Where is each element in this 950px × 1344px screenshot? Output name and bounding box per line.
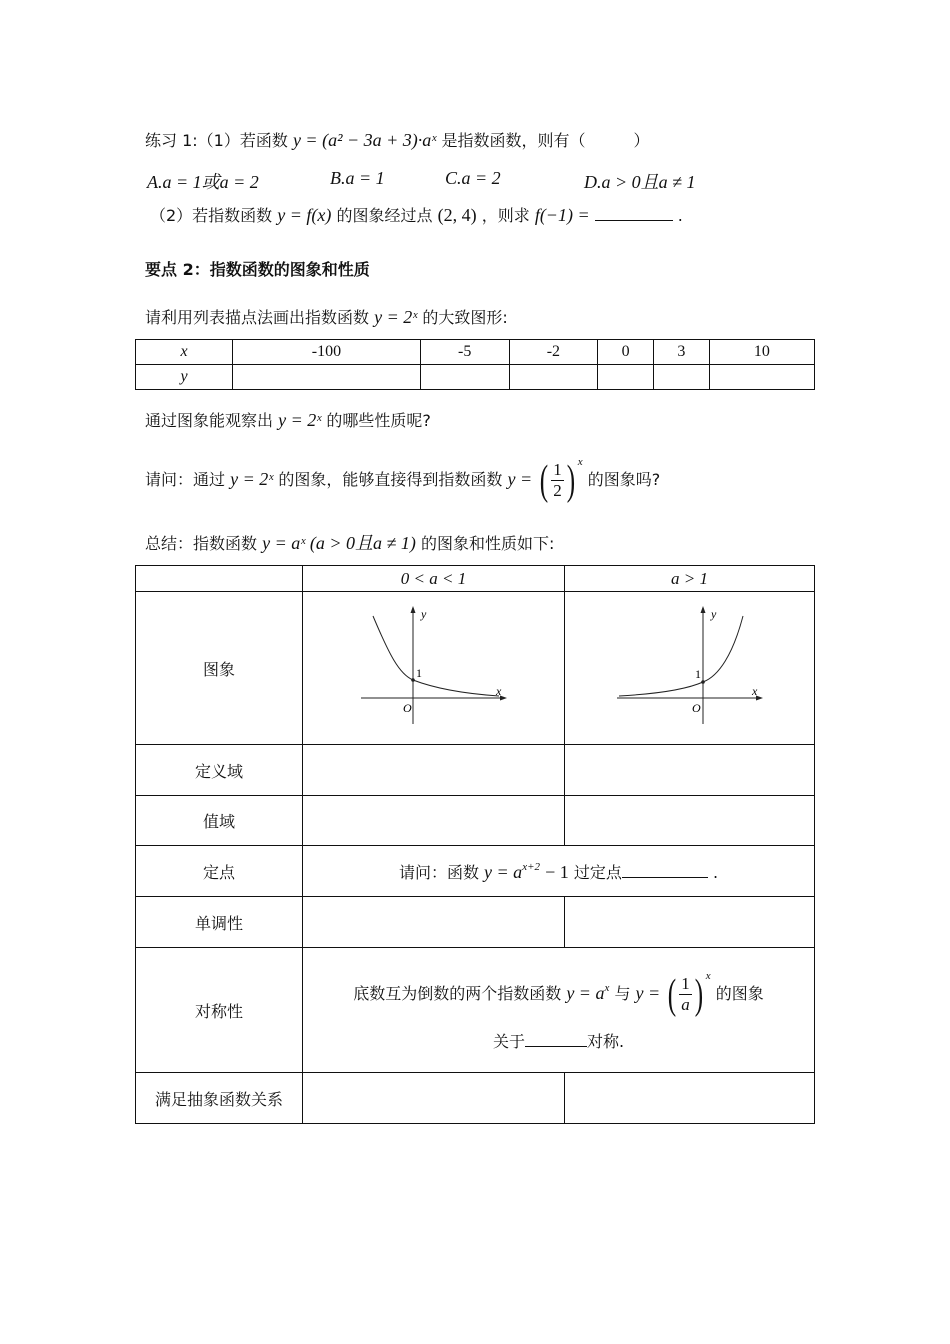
symmetry-y: y = [635,983,661,1003]
plot-intro-prefix: 请利用列表描点法画出指数函数 [145,308,370,327]
ask-prefix: 请问：通过 [145,470,226,489]
exercise-1-line [145,128,649,151]
ask-suffix: 的图象吗? [587,470,661,489]
x-axis-label: x [751,683,757,698]
summary-line [145,529,554,555]
x-axis-label: x [495,683,501,698]
symmetry-blank[interactable] [525,1032,587,1047]
fixed-point-cell [303,846,815,897]
table-row [136,592,815,745]
option-a: A.a = 1或a = 2 [147,172,259,192]
fraction-numerator: 1 [553,460,562,479]
y-header: y [136,365,233,390]
row-label-symmetry: 对称性 [136,948,303,1073]
intercept-label: 1 [415,665,422,680]
table-row [136,1073,815,1124]
fixed-suffix: 过定点 [573,862,622,882]
part-2-mid: 的图象经过点 [336,206,433,225]
y-axis-label: y [710,606,716,621]
left-paren: ( [668,971,677,1018]
y-value-cell[interactable] [420,365,509,390]
part-2-prefix: （2）若指数函数 [150,206,273,225]
increasing-exponential-graph [615,604,765,729]
right-paren: ) [566,457,575,504]
ask-y: y = [507,469,533,489]
ask-formula: y = 2ˣ [230,469,274,489]
table-row [136,745,815,796]
answer-cell[interactable] [303,897,565,948]
y-value-cell[interactable] [598,365,654,390]
intercept-point [701,680,705,684]
symmetry-cell [303,948,815,1073]
x-value-cell: 3 [653,340,709,365]
left-paren: ( [540,457,549,504]
x-value-cell: -5 [420,340,509,365]
table-row [136,897,815,948]
row-label-abstract-relation: 满足抽象函数关系 [136,1073,303,1124]
table-row [136,846,815,897]
symmetry-and: 与 [614,984,631,1003]
table-row [136,566,815,592]
y-value-cell[interactable] [709,365,814,390]
fixed-end: . [712,862,719,882]
intercept-label: 1 [694,666,701,681]
symmetry-line-1 [303,970,814,1018]
row-label-range: 值域 [136,796,303,846]
half-fraction [551,460,564,501]
row-label-graph: 图象 [136,592,303,745]
answer-blank[interactable] [595,206,673,221]
answer-cell[interactable] [303,796,565,846]
symmetry-line-2 [303,1029,814,1052]
part-2-function: y = f(x) [277,205,332,225]
corner-cell [136,566,303,592]
graph-cell-increasing [565,592,815,745]
symmetry-formula-1: y = a [566,983,605,1003]
summary-formula: y = aˣ (a > 0且a ≠ 1) [262,533,416,553]
exercise-1-formula: y = (a² − 3a + 3)·aˣ [292,130,437,150]
y-value-cell[interactable] [509,365,598,390]
fixed-formula: y = a [484,861,523,882]
answer-cell[interactable] [565,796,815,846]
ask-line [145,456,661,504]
part-2-ask: ，则求 [481,206,530,225]
fixed-point-blank[interactable] [622,863,708,878]
properties-table [135,565,815,1124]
intercept-point [411,678,415,682]
x-value-cell: -2 [509,340,598,365]
right-paren: ) [694,971,703,1018]
summary-prefix: 总结：指数函数 [145,534,258,553]
observe-prefix: 通过图象能观察出 [145,411,274,430]
y-value-cell[interactable] [233,365,421,390]
answer-cell[interactable] [303,745,565,796]
observe-suffix: 的哪些性质呢? [326,411,431,430]
symmetry-line2-prefix: 关于 [492,1032,525,1051]
table-row [136,340,815,365]
row-label-monotonicity: 单调性 [136,897,303,948]
answer-cell[interactable] [565,745,815,796]
observe-formula: y = 2ˣ [278,410,322,430]
plot-intro-suffix: 的大致图形: [422,308,508,327]
symmetry-prefix: 底数互为倒数的两个指数函数 [353,984,562,1003]
fixed-prefix: 请问：函数 [398,862,479,882]
symmetry-exponent-1: x [604,982,610,994]
option-d: D.a > 0且a ≠ 1 [584,172,696,192]
section-heading: 要点 2：指数函数的图象和性质 [145,260,370,279]
x-header: x [136,340,233,365]
column-header-base-gt-1: a > 1 [565,566,815,592]
answer-cell[interactable] [303,1073,565,1124]
fraction-denominator: a [681,995,690,1014]
y-axis-arrow [700,606,705,613]
part-2-f-value: f(−1) = [534,205,590,225]
ask-mid: 的图象，能够直接得到指数函数 [278,470,503,489]
observe-line [145,408,431,431]
table-row [136,948,815,1073]
part-2-end: . [677,206,683,225]
fraction-exponent: x [577,456,583,468]
fraction-denominator: 2 [553,481,562,500]
exercise-1-suffix: 是指数函数，则有（ ） [441,131,650,150]
summary-suffix: 的图象和性质如下: [420,534,555,553]
exercise-1-prefix: 练习 1:（1）若函数 [145,131,288,150]
y-axis-arrow [410,606,415,613]
fixed-tail: − 1 [545,861,569,882]
option-b: B.a = 1 [330,168,385,188]
x-value-cell: -100 [233,340,421,365]
column-header-base-lt-1: 0 < a < 1 [303,566,565,592]
origin-label: O [691,700,701,715]
reciprocal-fraction [679,974,692,1015]
fraction-numerator: 1 [681,974,690,993]
answer-cell[interactable] [565,897,815,948]
value-table [135,339,815,390]
y-axis-label: y [420,606,426,621]
table-row [136,365,815,390]
exercise-1-part-2 [150,203,683,226]
plot-intro [145,305,508,328]
answer-cell[interactable] [565,1073,815,1124]
symmetry-suffix: 的图象 [715,984,764,1003]
symmetry-exponent-2: x [705,970,711,982]
row-label-domain: 定义域 [136,745,303,796]
y-value-cell[interactable] [653,365,709,390]
curve [373,616,499,696]
table-row [136,796,815,846]
origin-label: O [402,700,412,715]
part-2-point: (2, 4) [437,205,477,225]
graph-cell-decreasing [303,592,565,745]
curve [619,616,743,696]
row-label-fixed-point: 定点 [136,846,303,897]
x-value-cell: 10 [709,340,814,365]
fixed-exponent: x+2 [522,860,540,873]
decreasing-exponential-graph [359,604,509,729]
x-value-cell: 0 [598,340,654,365]
option-c: C.a = 2 [445,168,501,188]
plot-intro-formula: y = 2ˣ [374,307,418,327]
symmetry-line2-suffix: 对称. [586,1032,625,1051]
